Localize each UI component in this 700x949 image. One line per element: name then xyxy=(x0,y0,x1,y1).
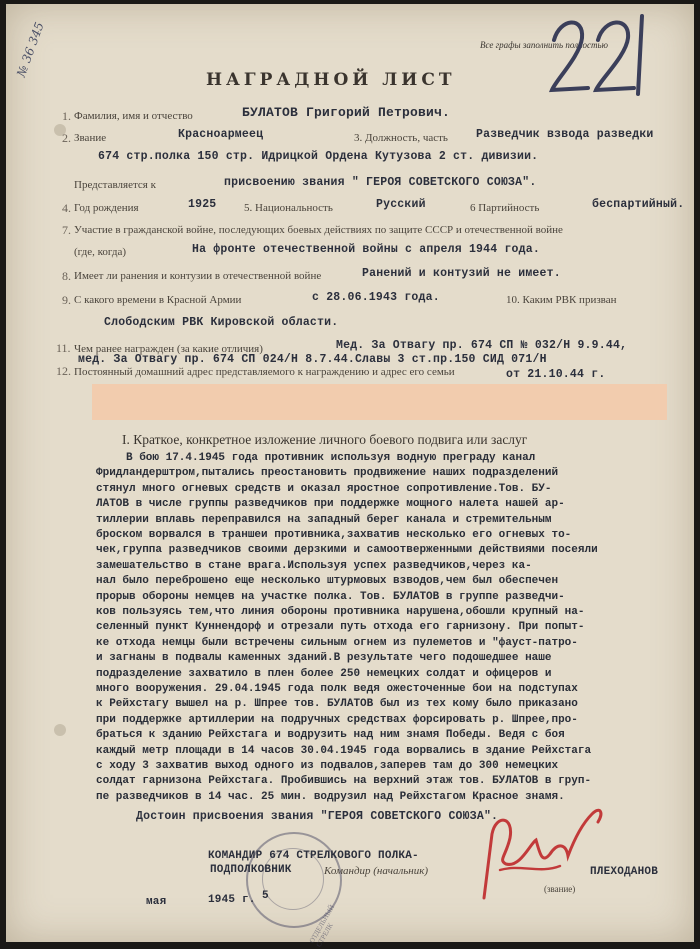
commander-label: Командир (начальник) xyxy=(324,865,429,877)
field-label-participation: Участие в гражданской войне, последующих боевых действиях по защите СССР и отечественной войне xyxy=(74,224,563,236)
narrative-line: ке отхода немцы были встречены сильным огнем из пулеметов и "фауст-патро- xyxy=(96,636,578,649)
rank-line: ПОДПОЛКОВНИК xyxy=(210,864,292,876)
award-sheet xyxy=(6,4,694,949)
conclusion-line: Достоин присвоения звания "ГЕРОЯ СОВЕТСКОГО СОЮЗА". xyxy=(136,810,499,823)
date-day: 5 xyxy=(262,890,269,902)
narrative-line: чек,группа разведчиков своими дерзкими и самоотверженными действиями посеяли xyxy=(96,544,598,557)
field-label-where-when: (где, когда) xyxy=(74,246,126,258)
field-value-nationality: Русский xyxy=(376,198,426,211)
field-value-wounds: Ранений и контузий не имеет. xyxy=(362,267,561,280)
narrative-line: В бою 17.4.1945 года противник используя водную преграду канал xyxy=(126,452,536,464)
field-value-nominated: присвоению звания " ГЕРОЯ СОВЕТСКОГО СОЮЗА". xyxy=(224,176,537,189)
commander-name: ПЛЕХОДАНОВ xyxy=(590,866,659,878)
commander-line: КОМАНДИР 674 СТРЕЛКОВОГО ПОЛКА- xyxy=(208,850,419,862)
field-value-position: Разведчик взвода разведки xyxy=(476,128,654,141)
field-number: 1. xyxy=(62,109,71,123)
field-label-birth-year: Год рождения xyxy=(74,202,139,214)
narrative-line: подразделение захватило в плен более 250 немецких солдат и офицеров и xyxy=(96,667,552,680)
narrative-line: браться к зданию Рейхстага и водрузить над ним знамя Победы. Ведя с боя xyxy=(96,729,565,742)
field-value-unit: 674 стр.полка 150 стр. Идрицкой Ордена Кутузова 2 ст. дивизии. xyxy=(98,150,539,163)
field-value-rvk: Слободским РВК Кировской области. xyxy=(104,316,339,329)
narrative-line: много вооружения. 29.04.1945 года полк ведя ожесточенные бои на подступах xyxy=(96,683,578,695)
field-value-awards-3: от 21.10.44 г. xyxy=(506,368,606,381)
narrative-line: прорыв обороны немцев на участке полка. Тов. БУЛАТОВ в группе разведчи- xyxy=(96,590,565,603)
narrative-line: броском ворвался в траншеи противника,захватив несколько его огневых то- xyxy=(96,529,572,541)
field-value-participation: На фронте отечественной войны с апреля 1944 года. xyxy=(192,243,540,256)
red-signature xyxy=(470,794,610,904)
field-label-nationality: 5. Национальность xyxy=(244,202,333,214)
field-label-position: 3. Должность, часть xyxy=(354,132,448,144)
corner-code: № 36 345 xyxy=(14,20,47,79)
field-number: 8. xyxy=(62,269,71,283)
narrative-line: с ходу 3 захватив выход одного из подвалов,заперев там до 300 немецких xyxy=(96,760,559,772)
zvanie-label: (звание) xyxy=(544,884,576,894)
field-number: 9. xyxy=(62,293,71,307)
section-title: I. Краткое, конкретное изложение личного боевого подвига или заслуг xyxy=(122,432,528,447)
field-label-awards: Чем ранее награжден (за какие отличия) xyxy=(74,343,263,355)
field-value-awards-1: Мед. За Отвагу пр. 674 СП № 032/Н 9.9.44, xyxy=(336,339,628,352)
narrative-line: нал было переброшено еще несколько штурмовых взводов,чем был обеспечен xyxy=(96,575,559,588)
field-value-party: беспартийный. xyxy=(592,198,685,211)
field-label-name: Фамилия, имя и отчество xyxy=(74,110,193,122)
field-number: 2. xyxy=(62,131,71,145)
field-label-army-since: С какого времени в Красной Армии xyxy=(74,294,242,306)
corner-note: Все графы заполнить полностью xyxy=(480,40,608,50)
field-value-rank: Красноармеец xyxy=(178,128,264,141)
stamp-text: ОТДЕЛЬНЫЙ СТРЕЛК xyxy=(307,903,337,949)
narrative-line: пе разведчиков в 14 час. 25 мин. водрузил над Рейхстагом Красное знамя. xyxy=(96,790,565,803)
narrative-line: и загнаны в подвалы каменных зданий.В результате чего подошедшее наше xyxy=(96,652,552,665)
narrative-line: солдат гарнизона Рейхстага. Пробившись на верхний этаж тов. БУЛАТОВ в груп- xyxy=(96,775,592,788)
redacted-address xyxy=(92,384,667,420)
narrative-line: селенный пункт Куннендорф и отрезали путь отхода его гарнизону. При попыт- xyxy=(96,621,585,634)
date-month: мая xyxy=(146,896,167,908)
field-value-name: БУЛАТОВ Григорий Петрович. xyxy=(242,105,451,120)
field-value-birth-year: 1925 xyxy=(188,198,217,211)
narrative-line: ков пользуясь тем,что линия обороны противника нарушена,обошли крупный на- xyxy=(96,606,585,618)
field-value-awards-2: мед. За Отвагу пр. 674 СП 024/Н 8.7.44.Славы 3 ст.пр.150 СИД 071/Н xyxy=(78,353,547,366)
field-label-nominated: Представляется к xyxy=(74,179,156,191)
narrative-line: стянул много огневых средств и оказал яростное сопротивление.Тов. БУ- xyxy=(96,482,552,495)
page-title: НАГРАДНОЙ ЛИСТ xyxy=(206,70,456,90)
narrative-line: Фридландерштром,пытались преостановить продвижение наших подразделений xyxy=(96,467,559,480)
field-label-party: 6 Партийность xyxy=(470,202,540,214)
date-year: 1945 г. xyxy=(208,894,256,906)
narrative-line: при поддержке артиллерии на подручных средствах форсировать р. Шпрее,про- xyxy=(96,713,578,726)
field-number: 11. xyxy=(56,341,71,355)
narrative-line: тиллерии вплавь переправился на западный берег канала и стремительным xyxy=(96,513,552,526)
punch-hole xyxy=(54,724,66,736)
narrative-line: к Рейхстагу вышел на р. Шпрее тов. БУЛАТОВ был из тех кому было приказано xyxy=(96,698,578,711)
handwritten-number xyxy=(542,10,662,100)
field-value-army-since: с 28.06.1943 года. xyxy=(312,291,440,304)
narrative-line: каждый метр площади в 14 часов 30.04.1945 года ворвались в здание Рейхстага xyxy=(96,744,592,757)
field-label-address: Постоянный домашний адрес представляемого к награждению и адрес его семьи xyxy=(74,366,455,378)
field-label-rvk: 10. Каким РВК призван xyxy=(506,294,617,306)
field-number: 12. xyxy=(56,364,71,378)
field-number: 4. xyxy=(62,201,71,215)
narrative-line: ЛАТОВ в числе группы разведчиков при поддержке мощного налета нашей ар- xyxy=(96,498,565,511)
field-number: 7. xyxy=(62,223,71,237)
field-label-rank: Звание xyxy=(74,132,107,144)
field-label-wounds: Имеет ли ранения и контузии в отечественной войне xyxy=(74,270,322,282)
official-stamp xyxy=(246,832,342,949)
narrative-line: замешательство в стане врага.Используя успех разведчиков,через ка- xyxy=(96,559,532,572)
